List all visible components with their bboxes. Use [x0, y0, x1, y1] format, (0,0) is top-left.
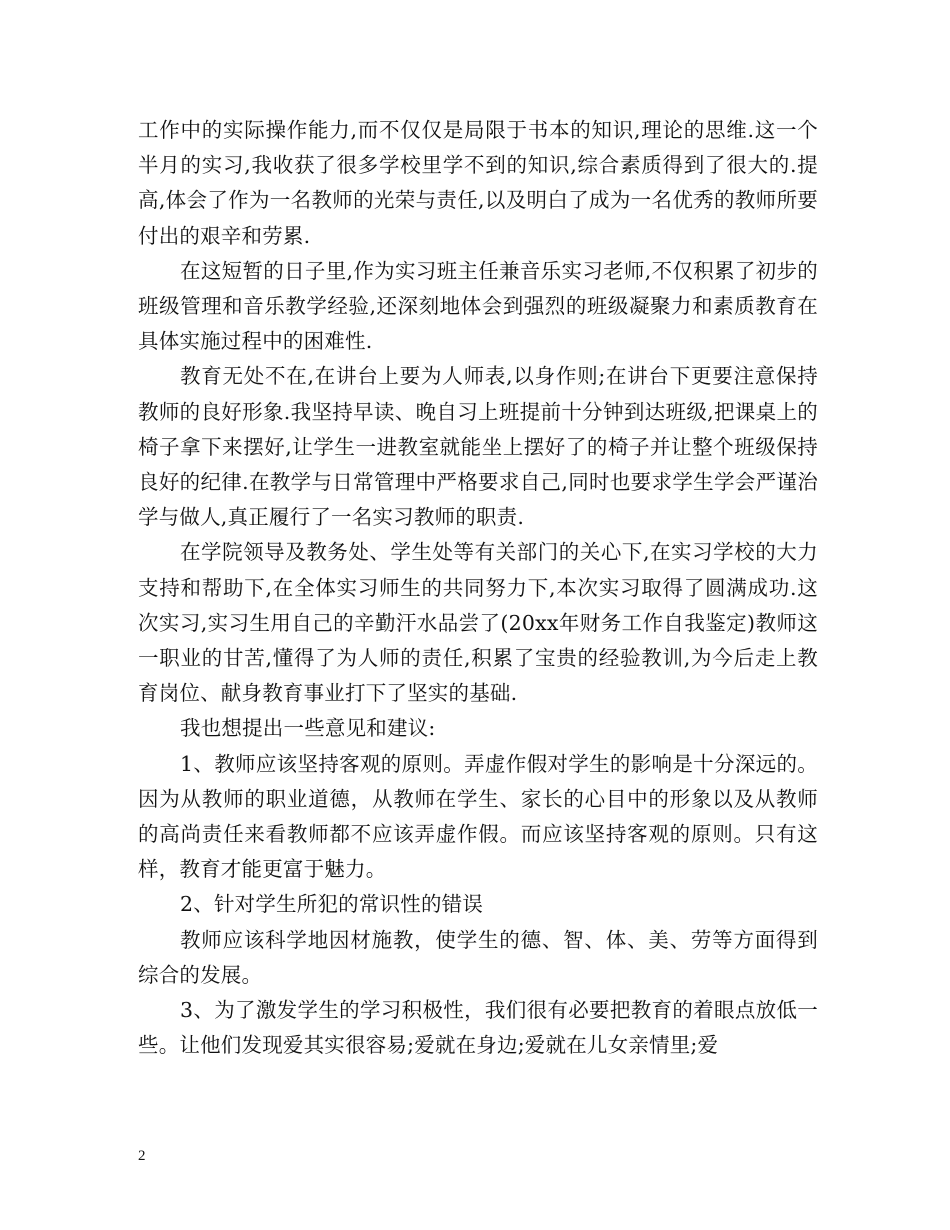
paragraph-7: 2、针对学生所犯的常识性的错误 — [180, 892, 484, 917]
paragraph-9: 3、为了激发学生的学习积极性，我们很有必要把教育的着眼点放低一些。让他们发现爱其实很容易;爱就在身边;爱就在儿女亲情里;爱 — [138, 998, 818, 1058]
paragraph-5: 我也想提出一些意见和建议: — [180, 716, 436, 741]
paragraph-4: 在学院领导及教务处、学生处等有关部门的关心下,在实习学校的大力支持和帮助下,在全体实习师生的共同努力下,本次实习取得了圆满成功.这次实习,实习生用自己的辛勤汗水品尝了(20xx年财务工作自我鉴定)教师这一职业的甘苦,懂得了为人师的责任,积累了宝贵的经验教训,为今后走上教育岗位、献身教育事业打下了坚实的基础. — [138, 540, 818, 706]
page-number: 2 — [138, 1148, 146, 1164]
paragraph-3: 教育无处不在,在讲台上要为人师表,以身作则;在讲台下更要注意保持教师的良好形象.我坚持早读、晚自习上班提前十分钟到达班级,把课桌上的椅子拿下来摆好,让学生一进教室就能坐上摆好了的椅子并让整个班级保持良好的纪律.在教学与日常管理中严格要求自己,同时也要求学生学会严谨治学与做人,真正履行了一名实习教师的职责. — [138, 364, 818, 530]
document-body — [138, 113, 818, 1063]
paragraph-6: 1、教师应该坚持客观的原则。弄虚作假对学生的影响是十分深远的。因为从教师的职业道德，从教师在学生、家长的心目中的形象以及从教师的高尚责任来看教师都不应该弄虚作假。而应该坚持客观的原则。只有这样，教育才能更富于魅力。 — [138, 751, 818, 882]
paragraph-2: 在这短暂的日子里,作为实习班主任兼音乐实习老师,不仅积累了初步的班级管理和音乐教学经验,还深刻地体会到强烈的班级凝聚力和素质教育在具体实施过程中的困难性. — [138, 258, 818, 354]
paragraph-8: 教师应该科学地因材施教，使学生的德、智、体、美、劳等方面得到综合的发展。 — [138, 927, 818, 987]
paragraph-1: 工作中的实际操作能力,而不仅仅是局限于书本的知识,理论的思维.这一个半月的实习,我收获了很多学校里学不到的知识,综合素质得到了很大的.提高,体会了作为一名教师的光荣与责任,以及明白了成为一名优秀的教师所要付出的艰辛和劳累. — [138, 118, 818, 248]
